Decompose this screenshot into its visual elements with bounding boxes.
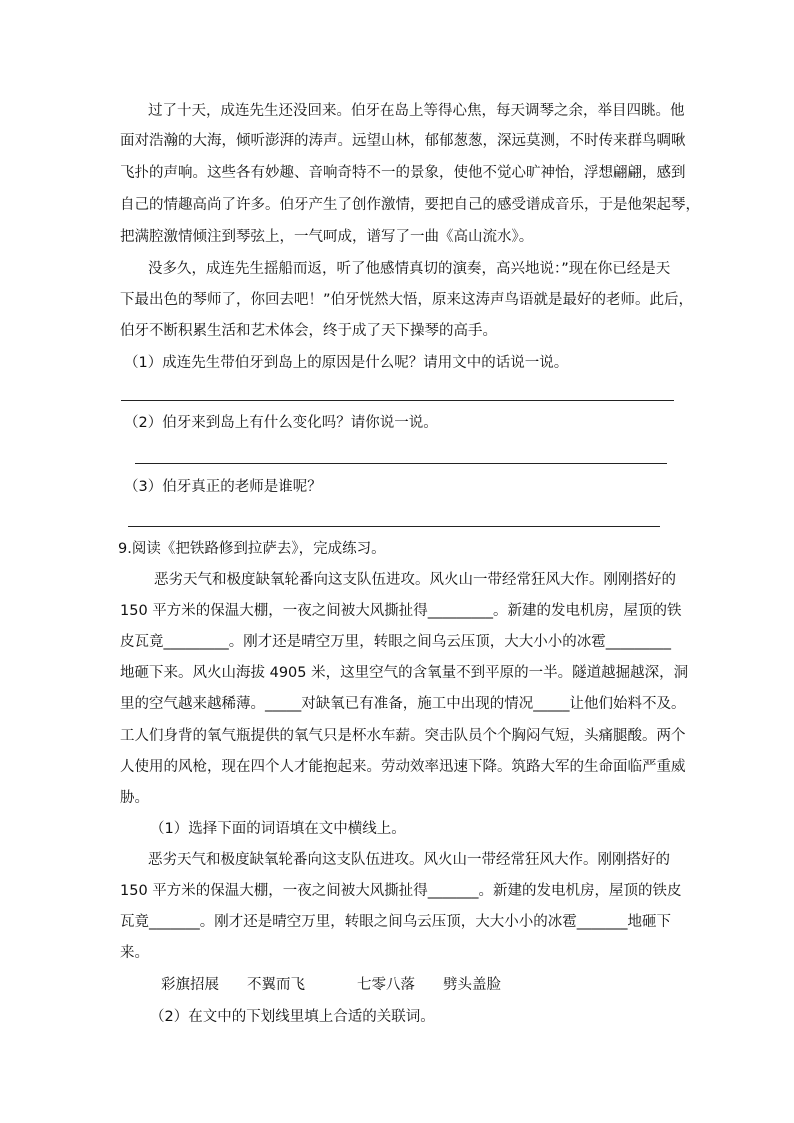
q9-sub2-title: （2）在文中的下划线里填上合适的关联词。	[150, 1009, 435, 1025]
q9-sub1-title: （1）选择下面的词语填在文中横线上。	[150, 821, 406, 837]
option-1[interactable]: 彩旗招展	[161, 977, 219, 993]
q8-sub1: （1）成连先生带伯牙到岛上的原因是什么呢？请用文中的话说一说。	[124, 355, 569, 371]
passage-p2-line-3: 伯牙不断积累生活和艺术体会，终于成了天下操琴的高手。	[120, 323, 497, 339]
q9-sub1-passage-line-4: 来。	[120, 945, 149, 961]
option-2[interactable]: 不翼而飞	[247, 977, 305, 993]
q9-passage-line-7: 人使用的风枪，现在四个人才能抱起来。劳动效率迅速下降。筑路大军的生命面临严重威	[120, 759, 686, 775]
option-3[interactable]: 七零八落	[357, 977, 415, 993]
q9-passage-line-4: 地砸下来。风火山海拔 4905 米，这里空气的含氧量不到平原的一半。隧道越掘越深，洞	[120, 665, 689, 681]
q9-passage-line-5: 里的空气越来越稀薄。_____对缺氧已有准备，施工中出现的情况_____让他们始料不及。	[120, 696, 686, 712]
q9-passage-line-8: 胁。	[120, 790, 149, 806]
q9-sub1-passage-line-2: 150 平方米的保温大棚，一夜之间被大风撕扯得_______。新建的发电机房，屋顶的铁皮	[120, 883, 682, 899]
q9-title: 9.阅读《把铁路修到拉萨去》，完成练习。	[118, 541, 386, 557]
passage-p1-line-1: 过了十天，成连先生还没回来。伯牙在岛上等得心焦，每天调琴之余，举目四眺。他	[148, 103, 685, 119]
passage-p1-line-4: 自己的情趣高尚了许多。伯牙产生了创作激情，要把自己的感受谱成音乐，于是他架起琴，	[120, 197, 700, 213]
q9-passage-line-2: 150 平方米的保温大棚，一夜之间被大风撕扯得_________。新建的发电机房，屋顶的铁	[120, 603, 682, 619]
passage-p1-line-2: 面对浩瀚的大海，倾听澎湃的涛声。远望山林，郁郁葱葱，深远莫测，不时传来群鸟啁啾	[120, 133, 686, 149]
q8-sub3: （3）伯牙真正的老师是谁呢？	[124, 479, 322, 495]
passage-p1-line-5: 把满腔激情倾注到琴弦上，一气呵成，谱写了一曲《高山流水》。	[120, 229, 534, 245]
answer-line-3[interactable]	[128, 526, 660, 527]
q9-sub1-passage-line-3: 瓦竟_______。刚才还是晴空万里，转眼之间乌云压顶，大大小小的冰雹_______地砸下	[120, 914, 671, 930]
option-4[interactable]: 劈头盖脸	[443, 977, 501, 993]
answer-line-1[interactable]	[121, 400, 674, 401]
q9-passage-line-1: 恶劣天气和极度缺氧轮番向这支队伍进攻。风火山一带经常狂风大作。刚刚搭好的	[154, 572, 676, 588]
word-options	[161, 978, 513, 993]
q9-sub1-passage-line-1: 恶劣天气和极度缺氧轮番向这支队伍进攻。风火山一带经常狂风大作。刚刚搭好的	[148, 852, 670, 868]
passage-p1-line-3: 飞扑的声响。这些各有妙趣、音响奇特不一的景象，使他不觉心旷神怡，浮想翩翩，感到	[120, 165, 686, 181]
q9-passage-line-6: 工人们身背的氧气瓶提供的氧气只是杯水车薪。突击队员个个胸闷气短，头痛腿酸。两个	[120, 728, 686, 744]
passage-p2-line-2: 下最出色的琴师了，你回去吧！”伯牙恍然大悟，原来这涛声鸟语就是最好的老师。此后，	[120, 292, 694, 308]
answer-line-2[interactable]	[135, 463, 667, 464]
passage-p2-line-1: 没多久，成连先生摇船而返，听了他感情真切的演奏，高兴地说：”现在你已经是天	[148, 261, 671, 277]
q9-passage-line-3: 皮瓦竟_________。刚才还是晴空万里，转眼之间乌云压顶，大大小小的冰雹_________	[120, 634, 671, 650]
q8-sub2: （2）伯牙来到岛上有什么变化吗？请你说一说。	[124, 415, 438, 431]
